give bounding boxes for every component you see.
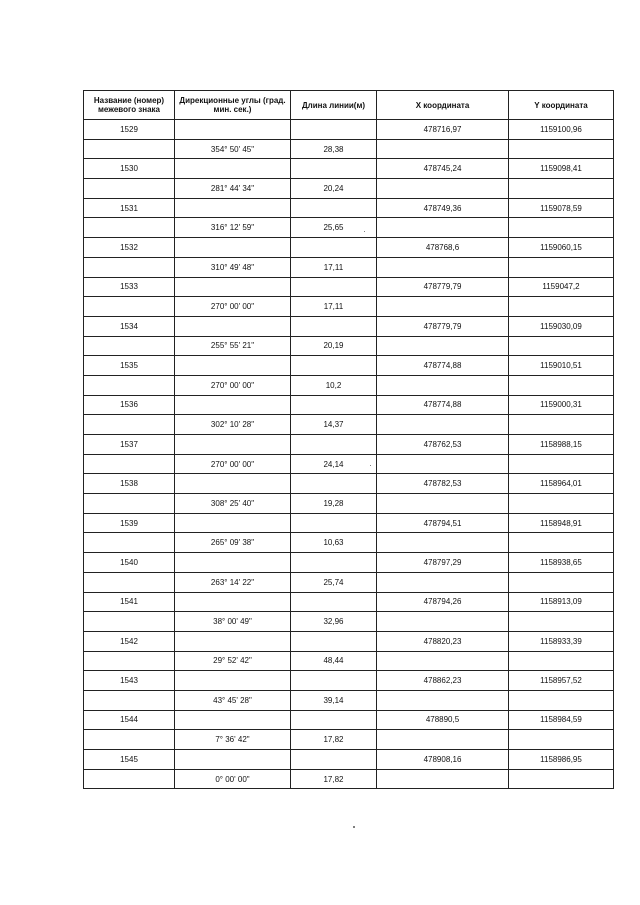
x-coordinate-cell: 478794,26 <box>377 592 509 612</box>
empty-cell <box>84 375 175 395</box>
empty-cell <box>175 316 291 336</box>
empty-cell <box>291 750 377 770</box>
table-body <box>84 120 614 789</box>
table-row-point <box>84 395 614 415</box>
y-coordinate-cell: 1158948,91 <box>509 513 614 533</box>
table-row-segment <box>84 690 614 710</box>
empty-cell <box>377 257 509 277</box>
line-length-cell: 19,28 <box>291 494 377 514</box>
empty-cell <box>291 513 377 533</box>
empty-cell <box>291 435 377 455</box>
empty-cell <box>175 474 291 494</box>
table-row-point <box>84 592 614 612</box>
x-coordinate-cell: 478779,79 <box>377 277 509 297</box>
table-row-segment <box>84 533 614 553</box>
y-coordinate-cell: 1159098,41 <box>509 159 614 179</box>
bearing-cell: 310° 49' 48" <box>175 257 291 277</box>
table-row-segment <box>84 454 614 474</box>
empty-cell <box>291 277 377 297</box>
empty-cell <box>509 454 614 474</box>
empty-cell <box>509 690 614 710</box>
empty-cell <box>291 710 377 730</box>
line-length-cell: 10,63 <box>291 533 377 553</box>
line-length-cell: 28,38 <box>291 139 377 159</box>
empty-cell <box>84 572 175 592</box>
empty-cell <box>175 671 291 691</box>
bearing-cell: 29° 52' 42" <box>175 651 291 671</box>
empty-cell <box>377 769 509 789</box>
point-name-cell: 1544 <box>84 710 175 730</box>
boundary-marks-table <box>83 90 614 789</box>
empty-cell <box>175 159 291 179</box>
x-coordinate-cell: 478774,88 <box>377 395 509 415</box>
empty-cell <box>175 592 291 612</box>
empty-cell <box>84 612 175 632</box>
empty-cell <box>291 238 377 258</box>
point-name-cell: 1538 <box>84 474 175 494</box>
bearing-cell: 38° 00' 49" <box>175 612 291 632</box>
empty-cell <box>509 375 614 395</box>
line-length-cell: 20,19 <box>291 336 377 356</box>
empty-cell <box>377 336 509 356</box>
point-name-cell: 1536 <box>84 395 175 415</box>
empty-cell <box>377 612 509 632</box>
y-coordinate-cell: 1158957,52 <box>509 671 614 691</box>
empty-cell <box>175 356 291 376</box>
empty-cell <box>175 513 291 533</box>
empty-cell <box>175 238 291 258</box>
point-name-cell: 1543 <box>84 671 175 691</box>
line-length-cell: 25,65 <box>291 218 377 238</box>
empty-cell <box>291 356 377 376</box>
bearing-cell: 270° 00' 00" <box>175 375 291 395</box>
empty-cell <box>84 730 175 750</box>
x-coordinate-cell: 478794,51 <box>377 513 509 533</box>
table-row-point <box>84 120 614 140</box>
empty-cell <box>84 533 175 553</box>
empty-cell <box>509 218 614 238</box>
empty-cell <box>84 139 175 159</box>
line-length-cell: 39,14 <box>291 690 377 710</box>
empty-cell <box>84 690 175 710</box>
empty-cell <box>291 316 377 336</box>
line-length-cell: 17,11 <box>291 297 377 317</box>
point-name-cell: 1533 <box>84 277 175 297</box>
empty-cell <box>84 297 175 317</box>
empty-cell <box>84 179 175 199</box>
table-row-segment <box>84 494 614 514</box>
x-coordinate-cell: 478890,5 <box>377 710 509 730</box>
empty-cell <box>509 257 614 277</box>
line-length-cell: 20,24 <box>291 179 377 199</box>
bearing-cell: 316° 12' 59" <box>175 218 291 238</box>
line-length-cell: 25,74 <box>291 572 377 592</box>
empty-cell <box>509 533 614 553</box>
empty-cell <box>175 631 291 651</box>
empty-cell <box>509 651 614 671</box>
empty-cell <box>509 769 614 789</box>
point-name-cell: 1534 <box>84 316 175 336</box>
table-row-segment <box>84 257 614 277</box>
empty-cell <box>291 671 377 691</box>
empty-cell <box>377 415 509 435</box>
empty-cell <box>509 494 614 514</box>
empty-cell <box>377 690 509 710</box>
empty-cell <box>509 336 614 356</box>
empty-cell <box>84 218 175 238</box>
x-coordinate-cell: 478782,53 <box>377 474 509 494</box>
point-name-cell: 1540 <box>84 553 175 573</box>
point-name-cell: 1541 <box>84 592 175 612</box>
point-name-cell: 1535 <box>84 356 175 376</box>
table-row-segment <box>84 612 614 632</box>
point-name-cell: 1530 <box>84 159 175 179</box>
table-row-point <box>84 553 614 573</box>
empty-cell <box>509 297 614 317</box>
line-length-cell: 32,96 <box>291 612 377 632</box>
y-coordinate-cell: 1159000,31 <box>509 395 614 415</box>
y-coordinate-cell: 1159047,2 <box>509 277 614 297</box>
table-row-point <box>84 159 614 179</box>
table-row-segment <box>84 375 614 395</box>
y-coordinate-cell: 1158986,95 <box>509 750 614 770</box>
column-header-mark-name: Название (номер) межевого знака <box>84 91 175 120</box>
table-row-segment <box>84 730 614 750</box>
table-row-point <box>84 474 614 494</box>
bearing-cell: 281° 44' 34" <box>175 179 291 199</box>
table-row-segment <box>84 769 614 789</box>
bearing-cell: 270° 00' 00" <box>175 297 291 317</box>
table-row-point <box>84 435 614 455</box>
y-coordinate-cell: 1159100,96 <box>509 120 614 140</box>
table-row-point <box>84 671 614 691</box>
empty-cell <box>509 572 614 592</box>
x-coordinate-cell: 478762,53 <box>377 435 509 455</box>
table-row-segment <box>84 179 614 199</box>
table-row-point <box>84 750 614 770</box>
x-coordinate-cell: 478908,16 <box>377 750 509 770</box>
table-row-segment <box>84 572 614 592</box>
empty-cell <box>84 651 175 671</box>
empty-cell <box>291 553 377 573</box>
column-header-line-length: Длина линии(м) <box>291 91 377 120</box>
empty-cell <box>291 198 377 218</box>
line-length-cell: 17,11 <box>291 257 377 277</box>
y-coordinate-cell: 1159030,09 <box>509 316 614 336</box>
empty-cell <box>175 435 291 455</box>
empty-cell <box>84 336 175 356</box>
x-coordinate-cell: 478716,97 <box>377 120 509 140</box>
x-coordinate-cell: 478862,23 <box>377 671 509 691</box>
table-row-segment <box>84 218 614 238</box>
empty-cell <box>377 375 509 395</box>
x-coordinate-cell: 478749,36 <box>377 198 509 218</box>
line-length-cell: 17,82 <box>291 730 377 750</box>
column-header-bearing: Дирекционные углы (град. мин. сек.) <box>175 91 291 120</box>
empty-cell <box>377 533 509 553</box>
empty-cell <box>509 139 614 159</box>
empty-cell <box>175 120 291 140</box>
line-length-cell: 10,2 <box>291 375 377 395</box>
y-coordinate-cell: 1158984,59 <box>509 710 614 730</box>
column-header-y-coordinate: Y координата <box>509 91 614 120</box>
empty-cell <box>291 631 377 651</box>
empty-cell <box>175 710 291 730</box>
bearing-cell: 0° 00' 00" <box>175 769 291 789</box>
point-name-cell: 1545 <box>84 750 175 770</box>
empty-cell <box>175 198 291 218</box>
table-row-segment <box>84 336 614 356</box>
empty-cell <box>377 651 509 671</box>
point-name-cell: 1542 <box>84 631 175 651</box>
empty-cell <box>509 415 614 435</box>
table-row-point <box>84 513 614 533</box>
y-coordinate-cell: 1158988,15 <box>509 435 614 455</box>
empty-cell <box>84 769 175 789</box>
empty-cell <box>84 494 175 514</box>
empty-cell <box>175 395 291 415</box>
line-length-cell: 24,14 <box>291 454 377 474</box>
x-coordinate-cell: 478820,23 <box>377 631 509 651</box>
point-name-cell: 1539 <box>84 513 175 533</box>
x-coordinate-cell: 478797,29 <box>377 553 509 573</box>
y-coordinate-cell: 1159060,15 <box>509 238 614 258</box>
empty-cell <box>377 139 509 159</box>
empty-cell <box>291 120 377 140</box>
bearing-cell: 354° 50' 45" <box>175 139 291 159</box>
bearing-cell: 263° 14' 22" <box>175 572 291 592</box>
y-coordinate-cell: 1158913,09 <box>509 592 614 612</box>
x-coordinate-cell: 478768,6 <box>377 238 509 258</box>
bearing-cell: 255° 55' 21" <box>175 336 291 356</box>
x-coordinate-cell: 478745,24 <box>377 159 509 179</box>
point-name-cell: 1532 <box>84 238 175 258</box>
empty-cell <box>291 395 377 415</box>
y-coordinate-cell: 1159078,59 <box>509 198 614 218</box>
empty-cell <box>377 297 509 317</box>
empty-cell <box>509 730 614 750</box>
line-length-cell: 17,82 <box>291 769 377 789</box>
table-row-point <box>84 198 614 218</box>
table-header-row <box>84 91 614 120</box>
y-coordinate-cell: 1158964,01 <box>509 474 614 494</box>
bearing-cell: 302° 10' 28" <box>175 415 291 435</box>
line-length-cell: 48,44 <box>291 651 377 671</box>
scan-speck <box>364 231 365 232</box>
scan-speck <box>370 465 371 466</box>
empty-cell <box>377 730 509 750</box>
bearing-cell: 265° 09' 38" <box>175 533 291 553</box>
empty-cell <box>509 179 614 199</box>
empty-cell <box>377 494 509 514</box>
empty-cell <box>175 277 291 297</box>
table-row-point <box>84 631 614 651</box>
column-header-x-coordinate: X координата <box>377 91 509 120</box>
scan-speck <box>353 826 355 828</box>
empty-cell <box>377 572 509 592</box>
table-row-segment <box>84 139 614 159</box>
table-row-segment <box>84 297 614 317</box>
table-row-point <box>84 277 614 297</box>
y-coordinate-cell: 1158938,65 <box>509 553 614 573</box>
table-row-point <box>84 356 614 376</box>
empty-cell <box>509 612 614 632</box>
empty-cell <box>175 553 291 573</box>
table-row-point <box>84 238 614 258</box>
line-length-cell: 14,37 <box>291 415 377 435</box>
table-row-point <box>84 710 614 730</box>
point-name-cell: 1531 <box>84 198 175 218</box>
empty-cell <box>291 474 377 494</box>
table-row-segment <box>84 415 614 435</box>
empty-cell <box>377 179 509 199</box>
point-name-cell: 1529 <box>84 120 175 140</box>
empty-cell <box>377 218 509 238</box>
empty-cell <box>291 592 377 612</box>
empty-cell <box>84 415 175 435</box>
empty-cell <box>175 750 291 770</box>
table-row-point <box>84 316 614 336</box>
empty-cell <box>84 257 175 277</box>
empty-cell <box>291 159 377 179</box>
x-coordinate-cell: 478774,88 <box>377 356 509 376</box>
empty-cell <box>377 454 509 474</box>
table-row-segment <box>84 651 614 671</box>
x-coordinate-cell: 478779,79 <box>377 316 509 336</box>
point-name-cell: 1537 <box>84 435 175 455</box>
y-coordinate-cell: 1159010,51 <box>509 356 614 376</box>
y-coordinate-cell: 1158933,39 <box>509 631 614 651</box>
bearing-cell: 270° 00' 00" <box>175 454 291 474</box>
empty-cell <box>84 454 175 474</box>
bearing-cell: 7° 36' 42" <box>175 730 291 750</box>
bearing-cell: 308° 25' 40" <box>175 494 291 514</box>
bearing-cell: 43° 45' 28" <box>175 690 291 710</box>
